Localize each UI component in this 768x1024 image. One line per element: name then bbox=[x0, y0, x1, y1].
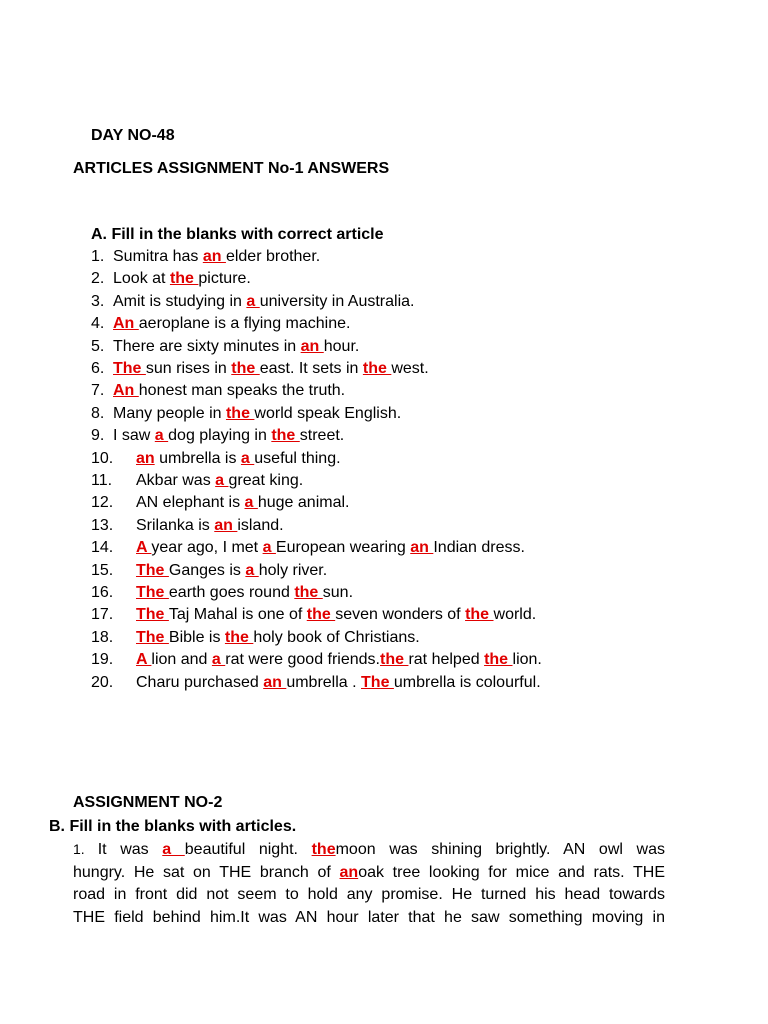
sentence-text: It was bbox=[97, 841, 163, 858]
item-number: 14. bbox=[91, 539, 114, 557]
answer-article: an bbox=[263, 673, 287, 691]
sentence-text: huge animal. bbox=[257, 494, 350, 512]
item-sentence bbox=[136, 627, 420, 649]
answer-article: a bbox=[240, 449, 255, 467]
answer-article: The bbox=[136, 628, 169, 646]
answer-article: an bbox=[300, 337, 324, 355]
item-number: 15. bbox=[91, 561, 114, 579]
sentence-text: Look at bbox=[113, 270, 170, 288]
item-number: 11. bbox=[91, 472, 113, 489]
sentence-text: aeroplane is a flying machine. bbox=[138, 315, 351, 333]
answer-article: a bbox=[211, 651, 226, 669]
sentence-text: honest man speaks the truth. bbox=[138, 382, 346, 400]
item-sentence bbox=[113, 336, 359, 358]
sentence-text: holy river. bbox=[258, 561, 328, 579]
sentence-text: sun. bbox=[322, 584, 354, 601]
item-number: 5. bbox=[91, 337, 105, 355]
sentence-text: rat were good friends. bbox=[225, 651, 380, 669]
paragraph-line bbox=[73, 862, 665, 885]
sentence-text: umbrella is colourful. bbox=[393, 673, 541, 691]
sentence-text: rat helped bbox=[408, 651, 485, 669]
answer-article: A bbox=[136, 651, 152, 669]
sentence-text: Taj Mahal is one of bbox=[168, 606, 307, 624]
item-number: 10. bbox=[91, 449, 114, 467]
answer-article: the bbox=[231, 360, 260, 377]
sentence-text: THE field behind him.It was AN hour later that he saw something moving in bbox=[73, 908, 665, 926]
answer-article: an bbox=[136, 449, 155, 467]
sentence-text: hour. bbox=[323, 337, 360, 355]
sentence-text: moon was shining brightly. AN owl was bbox=[335, 841, 665, 858]
item-sentence bbox=[113, 313, 350, 335]
item-number: 7. bbox=[91, 382, 105, 400]
sentence-text: Many people in bbox=[113, 404, 226, 422]
item-sentence bbox=[136, 604, 536, 626]
item-sentence bbox=[113, 246, 320, 268]
answer-article: a bbox=[244, 494, 258, 512]
item-number: 13. bbox=[91, 516, 114, 534]
sentence-text: world speak English. bbox=[254, 404, 402, 422]
answer-article: the bbox=[484, 651, 513, 669]
answer-article: An bbox=[113, 382, 139, 400]
sentence-text: Ganges is bbox=[168, 561, 246, 579]
section-a-heading: A. Fill in the blanks with correct article bbox=[91, 226, 384, 243]
answer-article: the bbox=[362, 360, 392, 377]
sentence-text: lion and bbox=[151, 651, 212, 669]
sentence-text: east. It sets in bbox=[259, 360, 363, 377]
sentence-text: Srilanka is bbox=[136, 516, 215, 534]
sentence-text: sun rises in bbox=[145, 360, 232, 377]
answer-article: a bbox=[215, 472, 229, 489]
assignment-2-title: ASSIGNMENT NO-2 bbox=[73, 794, 223, 811]
item-sentence bbox=[113, 425, 344, 447]
paragraph-line bbox=[73, 907, 665, 930]
answer-article: the bbox=[311, 841, 336, 858]
item-number: 18. bbox=[91, 628, 114, 646]
sentence-text: holy book of Christians. bbox=[253, 628, 420, 646]
item-sentence bbox=[113, 358, 429, 380]
item-number: 19. bbox=[91, 651, 114, 669]
sentence-text: elder brother. bbox=[225, 248, 321, 265]
answer-article: the bbox=[465, 606, 494, 624]
item-sentence bbox=[136, 649, 542, 671]
answer-article: the bbox=[294, 584, 323, 601]
sentence-text: year ago, I met bbox=[151, 539, 263, 557]
sentence-text: road in front did not seem to hold any promise. He turned his head towards bbox=[73, 886, 665, 903]
item-number: 17. bbox=[91, 606, 114, 624]
answer-article: an bbox=[214, 516, 238, 534]
answer-article: The bbox=[136, 561, 169, 579]
sentence-text: west. bbox=[391, 360, 429, 377]
sentence-text: dog playing in bbox=[168, 427, 272, 445]
item-number: 4. bbox=[91, 315, 105, 333]
sentence-text: Sumitra has bbox=[113, 248, 203, 265]
sentence-text: Amit is studying in bbox=[113, 292, 247, 310]
answer-article: the bbox=[306, 606, 336, 624]
item-number: 12. bbox=[91, 494, 114, 512]
item-number: 3. bbox=[91, 292, 105, 310]
sentence-text: hungry. He sat on THE branch of bbox=[73, 863, 340, 881]
item-sentence bbox=[113, 268, 251, 290]
item-sentence bbox=[113, 380, 345, 402]
answer-article: An bbox=[113, 315, 139, 333]
day-number: DAY NO-48 bbox=[91, 127, 175, 144]
item-sentence bbox=[136, 448, 341, 470]
answer-article: the bbox=[271, 427, 300, 445]
paragraph-number: 1. bbox=[73, 841, 98, 857]
sentence-text: I saw bbox=[113, 427, 155, 445]
answer-article: the bbox=[380, 651, 409, 669]
sentence-text: umbrella is bbox=[154, 449, 241, 467]
sentence-text: world. bbox=[493, 606, 537, 624]
paragraph-line bbox=[73, 838, 665, 862]
sentence-text: island. bbox=[237, 516, 284, 534]
answer-article: the bbox=[169, 270, 199, 288]
answer-article: the bbox=[224, 628, 254, 646]
item-number: 20. bbox=[91, 673, 114, 691]
item-number: 8. bbox=[91, 404, 105, 422]
item-number: 1. bbox=[91, 248, 105, 265]
answer-article: a bbox=[245, 561, 259, 579]
item-sentence bbox=[136, 515, 284, 537]
sentence-text: useful thing. bbox=[254, 449, 341, 467]
sentence-text: earth goes round bbox=[168, 584, 295, 601]
sentence-text: umbrella . bbox=[286, 673, 362, 691]
sentence-text: Indian dress. bbox=[433, 539, 525, 557]
sentence-text: university in Australia. bbox=[259, 292, 415, 310]
sentence-text: beautiful night. bbox=[184, 841, 312, 858]
sentence-text: lion. bbox=[512, 651, 542, 669]
item-sentence bbox=[136, 492, 349, 514]
answer-article: a bbox=[246, 292, 260, 310]
paragraph-line bbox=[73, 884, 665, 907]
item-number: 9. bbox=[91, 427, 105, 445]
answer-article: a bbox=[262, 539, 276, 557]
answer-article: A bbox=[136, 539, 152, 557]
answer-article: a bbox=[162, 841, 185, 858]
item-sentence bbox=[136, 470, 303, 492]
sentence-text: Bible is bbox=[168, 628, 225, 646]
sentence-text: There are sixty minutes in bbox=[113, 337, 301, 355]
item-sentence bbox=[136, 560, 327, 582]
sentence-text: oak tree looking for mice and rats. THE bbox=[358, 863, 665, 881]
item-sentence bbox=[136, 537, 525, 559]
item-sentence bbox=[113, 403, 401, 425]
item-sentence bbox=[113, 291, 414, 313]
sentence-text: European wearing bbox=[275, 539, 411, 557]
answer-article: the bbox=[225, 404, 255, 422]
item-number: 6. bbox=[91, 360, 105, 377]
item-sentence bbox=[136, 672, 541, 694]
sentence-text: Charu purchased bbox=[136, 673, 264, 691]
sentence-text: great king. bbox=[228, 472, 304, 489]
item-sentence bbox=[136, 582, 353, 604]
sentence-text: Akbar was bbox=[136, 472, 216, 489]
sentence-text: picture. bbox=[198, 270, 251, 288]
answer-article: The bbox=[113, 360, 146, 377]
item-number: 2. bbox=[91, 270, 105, 288]
item-number: 16. bbox=[91, 584, 114, 601]
section-b-paragraph bbox=[73, 838, 665, 929]
answer-article: a bbox=[154, 427, 169, 445]
answer-article: an bbox=[339, 863, 359, 881]
sentence-text: seven wonders of bbox=[335, 606, 466, 624]
section-b-heading: B. Fill in the blanks with articles. bbox=[49, 818, 297, 835]
answer-article: The bbox=[136, 606, 169, 624]
answer-article: an bbox=[410, 539, 434, 557]
answer-article: an bbox=[202, 248, 226, 265]
answer-article: The bbox=[361, 673, 394, 691]
page-title: ARTICLES ASSIGNMENT No-1 ANSWERS bbox=[73, 160, 390, 177]
answer-article: The bbox=[136, 584, 169, 601]
sentence-text: AN elephant is bbox=[136, 494, 245, 512]
sentence-text: street. bbox=[299, 427, 345, 445]
